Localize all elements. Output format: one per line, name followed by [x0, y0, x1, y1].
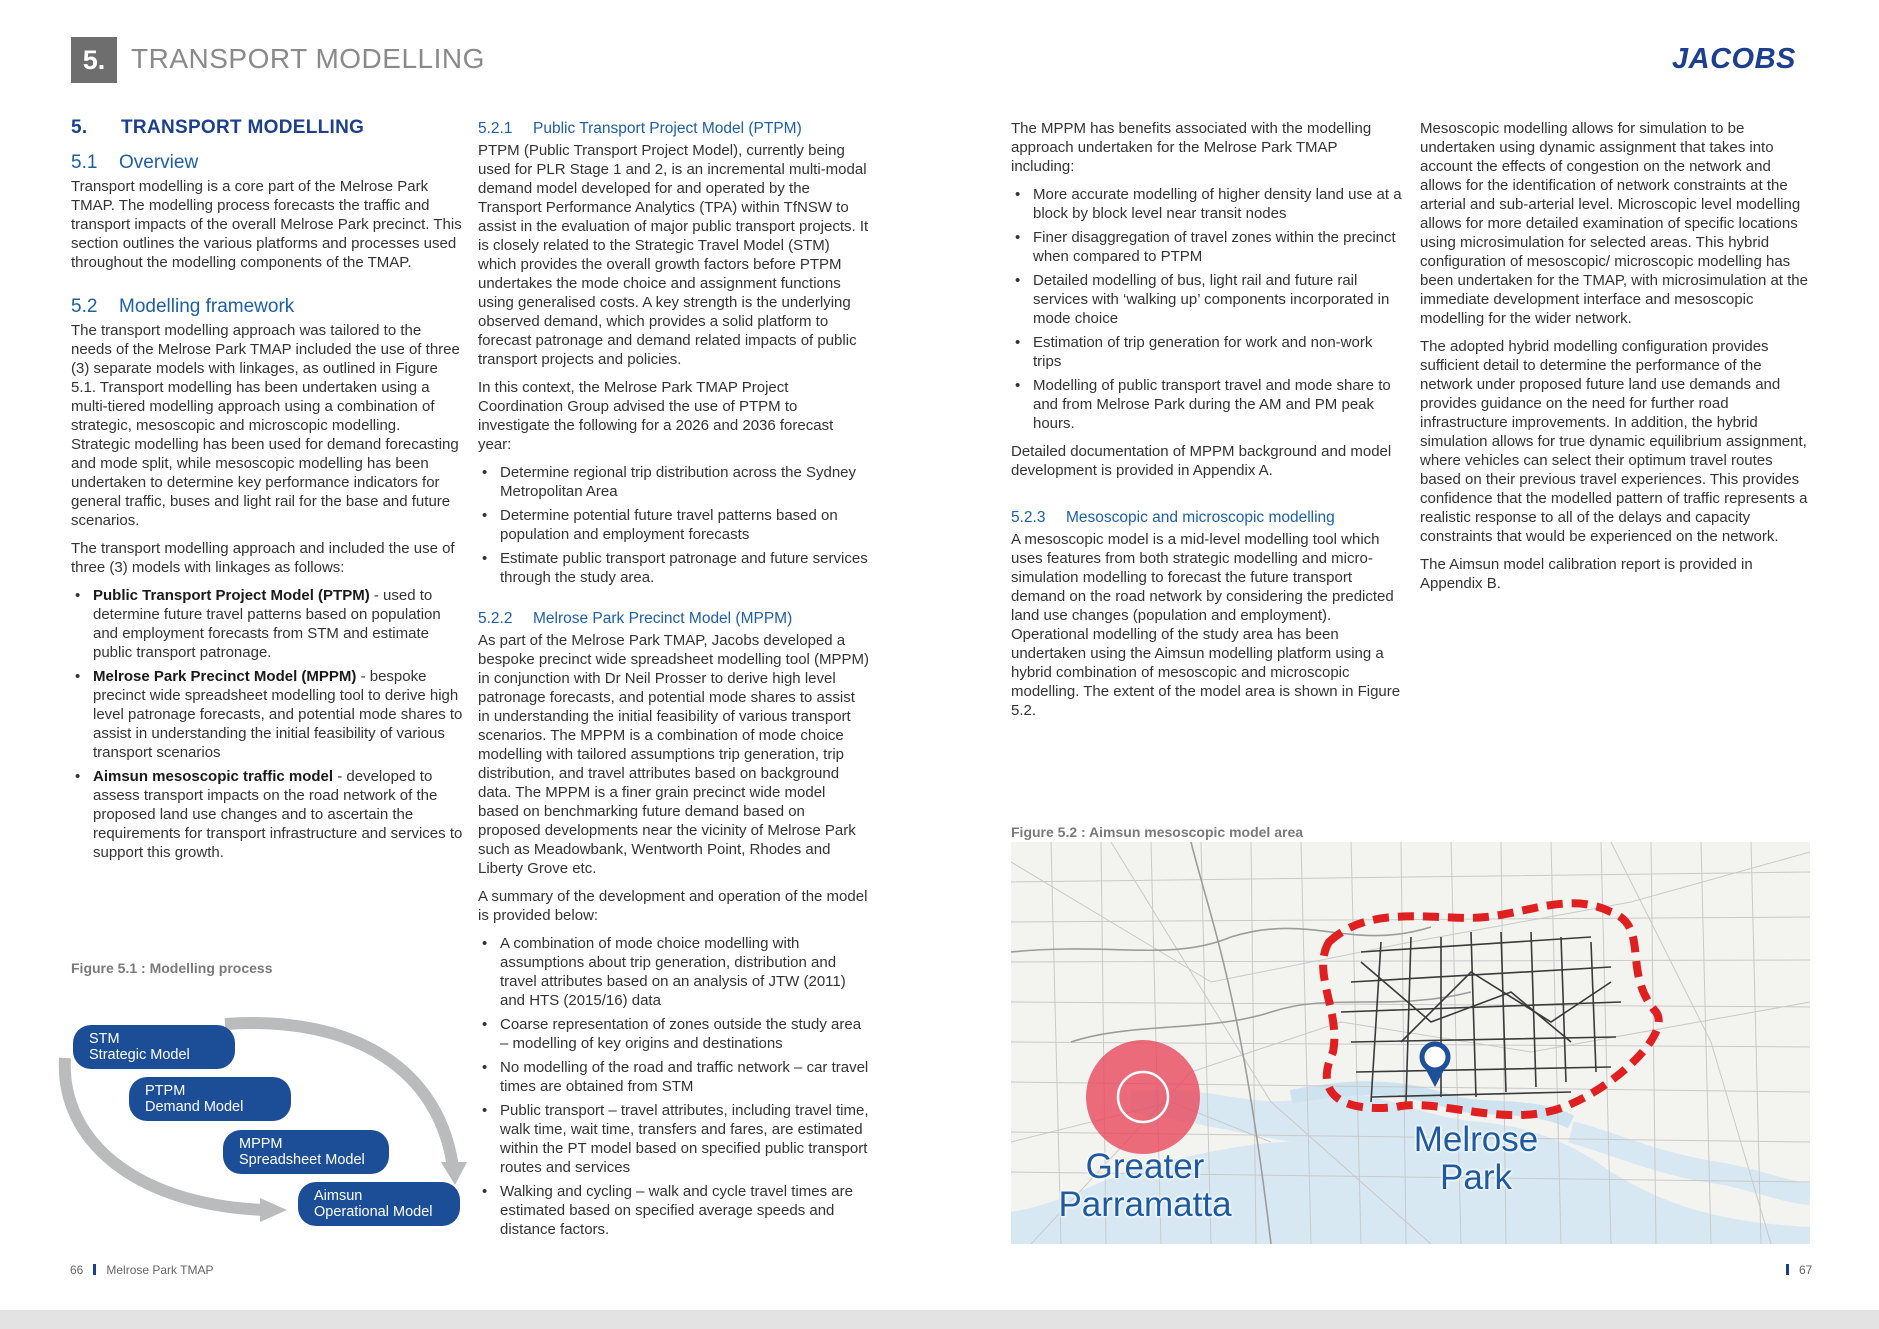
mppm-benefits-paragraph: The MPPM has benefits associated with the modelling approach undertaken for the Melrose Park TMAP including:: [1011, 120, 1372, 175]
bottom-band: [0, 1310, 1879, 1329]
list-item: • Detailed modelling of bus, light rail and future rail services with ‘walking up’ components incorporated in mode choice: [1011, 271, 1403, 328]
list-item: • Walking and cycling – walk and cycle travel times are estimated based on specified average speeds and distance factors.: [478, 1182, 870, 1239]
section-5-2-3-heading: 5.2.3 Mesoscopic and microscopic modelling: [1011, 509, 1335, 526]
left-page-footer: [70, 1263, 214, 1277]
mppm-benefits-list: [1011, 185, 1403, 433]
figure-5-2-caption: Figure 5.2 : Aimsun mesoscopic model area: [1011, 824, 1304, 840]
document-title: Melrose Park TMAP: [106, 1263, 214, 1277]
left-page-number: 66: [70, 1263, 84, 1277]
overview-paragraph: Transport modelling is a core part of the Melrose Park TMAP. The modelling process forecasts the traffic and transport impacts of the overall Melrose Park precinct. This section outlines the various platforms and processes used throughout the modelling components of the TMAP.: [71, 178, 462, 271]
aimsun-operational-model-box: Aimsun Operational Model: [298, 1182, 460, 1226]
hybrid-paragraph-2: The adopted hybrid modelling configuration provides sufficient detail to determine the performance of the network under proposed future land use demands and provides guidance on the need for further road infrastructure improvements. In addition, the hybrid simulation allows for true dynamic equilibrium assignment, where vehicles can select their optimum travel routes based on their previous travel experiences. This provides confidence that the modelled pattern of traffic represents a realistic response to all of the delays and capacity constraints that would be experienced on the network.: [1420, 338, 1808, 545]
list-item: • A combination of mode choice modelling with assumptions about trip generation, distribution and travel attributes based on an analysis of JTW (2011) and HTS (2015/16) data: [478, 934, 870, 1010]
right-page-footer: [1776, 1263, 1812, 1277]
greater-parramatta-label: Greater Parramatta: [1058, 1147, 1232, 1224]
list-item: • Aimsun mesoscopic traffic model - developed to assess transport impacts on the road network of the proposed land use changes and to ascertain the requirements for transport infrastructure and services to support this growth.: [71, 767, 463, 862]
mppm-list: [478, 934, 870, 1239]
list-item: • Public transport – travel attributes, including travel time, walk time, wait time, transfers and fares, are estimated within the PT model based on specified public transport routes and services: [478, 1101, 870, 1177]
ptpm-list: [478, 463, 870, 587]
section-5-1-heading: 5.1 Overview: [71, 152, 199, 173]
mppm-spreadsheet-model-box: MPPM Spreadsheet Model: [223, 1130, 389, 1174]
column-3: [1011, 119, 1403, 729]
list-item: • Coarse representation of zones outside the study area – modelling of key origins and destinations: [478, 1015, 870, 1053]
section-5-2-2-heading: 5.2.2 Melrose Park Precinct Model (MPPM): [478, 610, 793, 627]
stm-strategic-model-box: STM Strategic Model: [73, 1025, 235, 1069]
list-item: • More accurate modelling of higher density land use at a block by block level near transit nodes: [1011, 185, 1403, 223]
mppm-paragraph-2: A summary of the development and operation of the model is provided below:: [478, 888, 868, 924]
appendix-a-paragraph: Detailed documentation of MPPM background and model development is provided in Appendix A.: [1011, 443, 1392, 479]
column-2: [478, 119, 870, 1248]
column-4: [1420, 119, 1812, 602]
jacobs-logo: JACOBS: [1672, 43, 1796, 75]
models-list: [71, 586, 463, 862]
mesoscopic-paragraph: A mesoscopic model is a mid-level modelling tool which uses features from both strategic modelling and micro-simulation modelling to forecast the future transport demand on the road network by considering the predicted land use changes (population and employment). Operational modelling of the study area has been undertaken using the Aimsun modelling platform using a hybrid combination of mesoscopic and microscopic modelling. The extent of the model area is shown in Figure 5.2.: [1011, 531, 1401, 719]
list-item: • Public Transport Project Model (PTPM) - used to determine future travel patterns based on population and employment forecasts from STM and estimate public transport patronage.: [71, 586, 463, 662]
ptpm-paragraph-1: PTPM (Public Transport Project Model), currently being used for PLR Stage 1 and 2, is an incremental multi-modal demand model developed for and operated by the Transport Performance Analytics (TPA) within TfNSW to assist in the evaluation of major public transport projects. It is closely related to the Strategic Travel Model (STM) which provides the overall growth factors before PTPM undertakes the mode choice and assignment functions using generalised costs. A key strength is the underlying observed demand, which provides a solid platform to forecast patronage and demand related impacts of public transport projects and policies.: [478, 142, 869, 368]
figure-5-1-caption: Figure 5.1 : Modelling process: [71, 960, 273, 976]
framework-paragraph-1: The transport modelling approach was tailored to the needs of the Melrose Park TMAP included the use of three (3) separate models with linkages, as outlined in Figure 5.1. Transport modelling has been undertaken using a multi-tiered modelling approach using a combination of strategic, mesoscopic and microscopic modelling. Strategic modelling has been used for demand forecasting and mode split, while mesoscopic modelling has been undertaken to determine key performance indicators for general traffic, buses and light rail for the base and future scenarios.: [71, 322, 460, 529]
appendix-b-paragraph: The Aimsun model calibration report is provided in Appendix B.: [1420, 556, 1753, 592]
melrose-park-label: Melrose Park: [1413, 1120, 1539, 1197]
list-item: • No modelling of the road and traffic network – car travel times are obtained from STM: [478, 1058, 870, 1096]
list-item: • Modelling of public transport travel and mode share to and from Melrose Park during the AM and PM peak hours.: [1011, 376, 1403, 433]
column-1: [71, 118, 463, 871]
aimsun-model-area-map: [1011, 842, 1810, 1244]
list-item: • Melrose Park Precinct Model (MPPM) - bespoke precinct wide spreadsheet modelling tool to derive high level patronage forecasts, and potential mode shares to assist in understanding the initial feasibility of various transport scenarios: [71, 667, 463, 762]
header-title: TRANSPORT MODELLING: [131, 43, 485, 74]
chapter-heading: 5. TRANSPORT MODELLING: [71, 117, 365, 138]
list-item: • Estimate public transport patronage and future services through the study area.: [478, 549, 870, 587]
list-item: • Determine regional trip distribution across the Sydney Metropolitan Area: [478, 463, 870, 501]
ptpm-paragraph-2: In this context, the Melrose Park TMAP Project Coordination Group advised the use of PTPM to investigate the following for a 2026 and 2036 forecast year:: [478, 379, 834, 453]
section-5-2-heading: 5.2 Modelling framework: [71, 296, 295, 317]
footer-divider: [1786, 1264, 1789, 1275]
list-item: • Estimation of trip generation for work and non-work trips: [1011, 333, 1403, 371]
framework-paragraph-2: The transport modelling approach and included the use of three (3) models with linkages as follows:: [71, 540, 455, 576]
footer-divider: [93, 1264, 96, 1275]
section-number-badge: 5.: [71, 37, 117, 83]
list-item: • Determine potential future travel patterns based on population and employment forecasts: [478, 506, 870, 544]
hybrid-paragraph-1: Mesoscopic modelling allows for simulation to be undertaken using dynamic assignment that takes into account the effects of congestion on the network and allows for the identification of network constraints at the arterial and sub-arterial level. Microscopic level modelling allows for more detailed examination of specific locations using microsimulation for selected areas. This hybrid configuration of mesoscopic/ microscopic modelling has been undertaken for the TMAP, with microsimulation at the immediate development interface and mesoscopic modelling for the wider network.: [1420, 120, 1808, 327]
list-item: • Finer disaggregation of travel zones within the precinct when compared to PTPM: [1011, 228, 1403, 266]
mppm-paragraph-1: As part of the Melrose Park TMAP, Jacobs developed a bespoke precinct wide spreadsheet modelling tool (MPPM) in conjunction with Dr Neil Prosser to derive high level patronage forecasts, and potential mode shares to assist in understanding the initial feasibility of various transport scenarios. The MPPM is a combination of mode choice modelling with tailored assumptions trip generation, trip distribution, and travel attributes based on background data. The MPPM is a finer grain precinct wide model based on benchmarking future demand based on proposed developments near the vicinity of Melrose Park such as Meadowbank, Wentworth Point, Rhodes and Liberty Grove etc.: [478, 632, 870, 877]
right-page-number: 67: [1799, 1263, 1813, 1277]
section-5-2-1-heading: 5.2.1 Public Transport Project Model (PTPM): [478, 120, 802, 137]
modelling-process-diagram: [55, 1010, 475, 1240]
ptpm-demand-model-box: PTPM Demand Model: [129, 1077, 291, 1121]
